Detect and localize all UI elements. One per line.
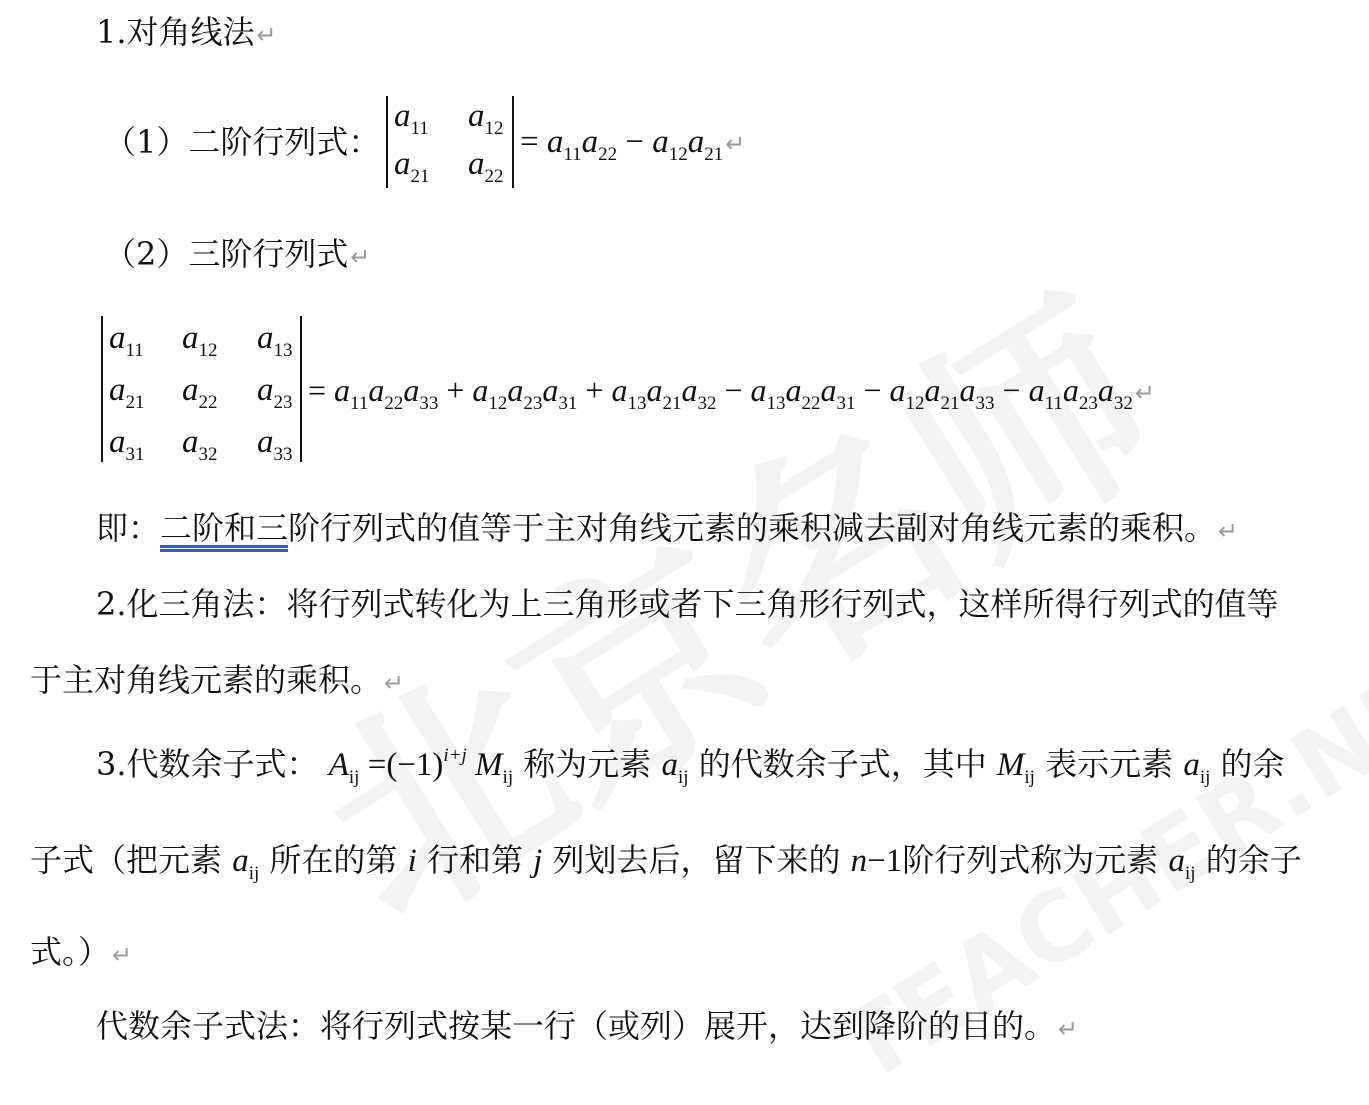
section-4-text: 代数余子式法：将行列式按某一行（或列）展开，达到降阶的目的。 [96,1007,1057,1045]
return-mark: ↵ [112,941,133,969]
section-3-text: 表示元素 [1045,745,1174,783]
section-3-text: 称为元素 [523,745,652,783]
det3-cell: $a_{11}$ [109,320,144,361]
det2-cell: $a_{21}$ [394,146,430,187]
section-3-text: 的代数余子式，其中 [698,745,987,783]
det3-cell: $a_{21}$ [109,372,145,413]
det3-cell: $a_{33}$ [257,424,293,465]
return-mark: ↵ [1058,1015,1079,1043]
section-3-text: 的余子 [1205,841,1302,879]
cofactor-formula: $A_{ij} =(-1)^{i+j}$ $M_{ij}$ [328,745,514,788]
section-2-line-2 [30,660,404,703]
section-2-line-1 [96,584,1279,624]
return-mark: ↵ [384,669,405,697]
section-3-line-3 [30,932,132,975]
summary-prefix: 即： [96,509,161,547]
det3-cell: $a_{31}$ [109,424,145,465]
formula-2x2-expansion: = $a_{11}a_{22}$ − $a_{12}a_{21}↵$ [520,124,746,165]
summary-underlined: 二阶和三 [160,509,289,547]
formula-3x3-expansion: = $a_{11}a_{22}a_{33} + a_{12}a_{23}a_{31} + a_{13}a_{21}a_{32} - a_{13}a_{22}a_{31} - a_{12}a_{21}a_{33}$ − $a_{11}a_{23}a_{32}↵$ [308,372,1155,414]
summary-rest: 阶行列式的值等于主对角线元素的乘积减去副对角线元素的乘积。 [288,509,1217,547]
section-3-text: 阶行列式称为元素 [902,841,1159,879]
section-3-text: 子式（把元素 [30,841,223,879]
return-mark: ↵ [350,243,371,271]
summary-paragraph [96,508,1238,551]
section-2-text-1: 2.化三角法：将行列式转化为上三角形或者下三角形行列式，这样所得行列式的值等 [96,585,1279,623]
item-1-label [104,122,380,162]
det3-cell: $a_{23}$ [257,372,293,413]
section-3-text: 式。） [30,933,111,971]
return-mark: ↵ [1218,517,1239,545]
section-3-line-2: 子式（把元素 $a_{ij}$ 所在的第 i 行和第 j 列划去后，留下来的 n−1阶行列式称为元素 $a_{ij}$ 的余子 [30,841,1302,884]
item-2-text: （2）三阶行列式 [104,235,349,273]
det3-cell: $a_{12}$ [182,320,218,361]
det2-cell: $a_{11}$ [394,98,429,139]
section-3-text: 行和第 [426,841,523,879]
section-3-line-1: 3.代数余子式： $A_{ij} =(-1)^{i+j}$ $M_{ij}$ 称为元素 $a_{ij}$ 的代数余子式，其中 $M_{ij}$ 表示元素 $a_{ij}$ 的余 [96,745,1285,788]
det3-cell: $a_{13}$ [257,320,293,361]
det2-cell: $a_{22}$ [468,146,504,187]
section-3-text: 列划去后，留下来的 [552,841,841,879]
section-3-lead: 3.代数余子式： [96,745,319,783]
section-3-text: 所在的第 [269,841,398,879]
return-mark: ↵ [725,130,746,158]
return-mark: ↵ [256,21,277,49]
return-mark: ↵ [1134,379,1155,407]
determinant-3x3 [101,316,302,465]
section-1-text: 1.对角线法 [96,13,255,51]
determinant-2x2 [386,96,514,188]
item-2-label [104,234,370,277]
section-4-line [96,1006,1078,1049]
det2-cell: $a_{12}$ [468,98,504,139]
item-1-text: （1）二阶行列式： [104,123,381,161]
det3-cell: $a_{22}$ [182,372,218,413]
section-3-text: 的余 [1220,745,1285,783]
section-2-text-2: 于主对角线元素的乘积。 [30,661,383,699]
section-1-title [96,12,277,55]
det3-cell: $a_{32}$ [182,424,218,465]
